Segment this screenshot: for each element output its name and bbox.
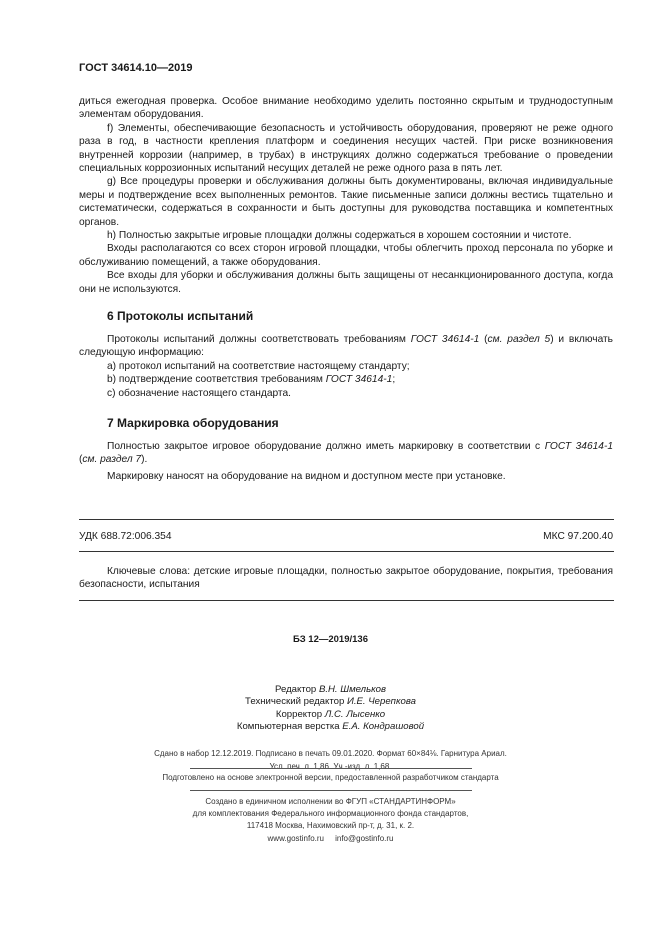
imprint-line-1: Сдано в набор 12.12.2019. Подписано в печать 09.01.2020. Формат 60×84⅛. Гарнитура Ариал. <box>154 749 507 758</box>
editors-block <box>0 684 661 734</box>
editor-line <box>0 684 661 696</box>
section-6-body <box>79 333 613 400</box>
layout-line <box>0 721 661 733</box>
paragraph-item-g: g) Все процедуры проверки и обслуживания должны быть документированы, включая индивидуальные меры и подтверждение всех выполненных ремонтов. Такие письменные записи должны вестись тщательно и систематически, содержаться в сохранности и быть доступны для руководства поставщика и компетентных органов. <box>79 176 613 228</box>
section-6-intro <box>79 333 613 360</box>
created-line-2: для комплектования Федерального информационного фонда стандартов, <box>192 809 469 819</box>
proofreader-line <box>0 709 661 721</box>
bz-number: БЗ 12—2019/136 <box>293 634 368 645</box>
website-link[interactable]: www.gostinfo.ru <box>267 833 324 843</box>
imprint-divider-2 <box>190 790 472 791</box>
divider-top <box>79 519 614 520</box>
text-run: ). <box>141 454 148 466</box>
text-run: b) подтверждение соответствия требованиям <box>107 374 326 386</box>
standard-reference: ГОСТ 34614-1 <box>544 441 613 452</box>
created-line-3: 117418 Москва, Нахимовский пр-т, д. 31, к. 2. <box>246 821 415 831</box>
section-7-paragraph-1 <box>79 440 613 467</box>
keywords-text: Ключевые слова: детские игровые площадки, полностью закрытое оборудование, покрытия, требования безопасности, испытания <box>79 566 613 591</box>
paragraph-continuation: диться ежегодная проверка. Особое внимание необходимо уделить постоянно скрытым и труднодоступным элементам оборудования. <box>79 96 613 121</box>
editor-name: Е.А. Кондрашовой <box>342 721 425 733</box>
section-reference: см. раздел 7 <box>82 454 142 466</box>
tech-editor-line <box>0 696 661 708</box>
created-block <box>0 796 661 845</box>
editor-name: Л.С. Лысенко <box>324 708 386 720</box>
section-reference: см. раздел 5 <box>487 334 551 345</box>
divider-middle <box>79 551 614 552</box>
section-6-item-b <box>79 373 613 386</box>
standard-reference: ГОСТ 34614-1 <box>325 374 393 386</box>
paragraph-entrances-protection: Все входы для уборки и обслуживания должны быть защищены от несанкционированного доступа, когда они не используются. <box>79 270 613 295</box>
imprint-block <box>0 748 661 773</box>
editor-role: Технический редактор <box>245 696 347 708</box>
section-6-title: 6 Протоколы испытаний <box>107 309 254 323</box>
section-6-item-c: c) обозначение настоящего стандарта. <box>107 387 291 399</box>
text-run: ( <box>479 334 488 345</box>
editor-name: В.Н. Шмельков <box>318 684 387 695</box>
prepared-note: Подготовлено на основе электронной версии, предоставленной разработчиком стандарта <box>162 773 499 782</box>
section-6-item-a: a) протокол испытаний на соответствие настоящему стандарту; <box>107 360 410 372</box>
standard-reference: ГОСТ 34614-1 <box>410 334 480 345</box>
contacts-line <box>0 833 661 845</box>
section-7-title: 7 Маркировка оборудования <box>107 416 279 430</box>
text-run: ; <box>392 374 396 386</box>
editor-role: Корректор <box>275 708 325 720</box>
paragraph-item-f: f) Элементы, обеспечивающие безопасность и устойчивость оборудования, проверяют не реже одного раза в год, в частности крепления платформ и соединения несущих частей. При риске возникновения внутренней коррозии (например, в трубах) в инструкциях должно содержаться требование о проведении специальных коррозионных испытаний несущих деталей не реже одного раза в пять лет. <box>79 122 613 175</box>
editor-role: Редактор <box>274 684 319 695</box>
section-7-body <box>79 440 613 483</box>
imprint-line-2: Усл. печ. л. 1,86. Уч.-изд. л. 1,68. <box>269 761 392 771</box>
keywords-block <box>79 565 613 592</box>
email-link[interactable]: info@gostinfo.ru <box>335 833 394 843</box>
mks-code: МКС 97.200.40 <box>543 531 613 542</box>
text-run: Полностью закрытое игровое оборудование должно иметь маркировку в соответствии с <box>107 441 545 452</box>
paragraph-entrances: Входы располагаются со всех сторон игровой площадки, чтобы облегчить проход персонала по уборке и обслуживанию помещений, а также оборудования. <box>79 243 613 268</box>
created-line-1: Создано в единичном исполнении во ФГУП «СТАНДАРТИНФОРМ» <box>205 797 456 806</box>
text-run: ( <box>79 454 83 466</box>
udk-code: УДК 688.72:006.354 <box>79 531 172 542</box>
document-header: ГОСТ 34614.10—2019 <box>79 62 193 74</box>
divider-bottom <box>79 600 614 601</box>
imprint-divider-1 <box>190 768 472 769</box>
text-run: ) и включать следующую информацию: <box>79 334 613 359</box>
editor-role: Компьютерная верстка <box>236 721 343 733</box>
editor-name: И.Е. Черепкова <box>346 696 416 708</box>
section-7-paragraph-2: Маркировку наносят на оборудование на видном и доступном месте при установке. <box>107 470 506 482</box>
intro-text-block <box>79 95 613 296</box>
text-run: Протоколы испытаний должны соответствовать требованиям <box>107 334 411 345</box>
paragraph-item-h: h) Полностью закрытые игровые площадки должны содержаться в хорошем состоянии и чистоте. <box>107 230 572 242</box>
